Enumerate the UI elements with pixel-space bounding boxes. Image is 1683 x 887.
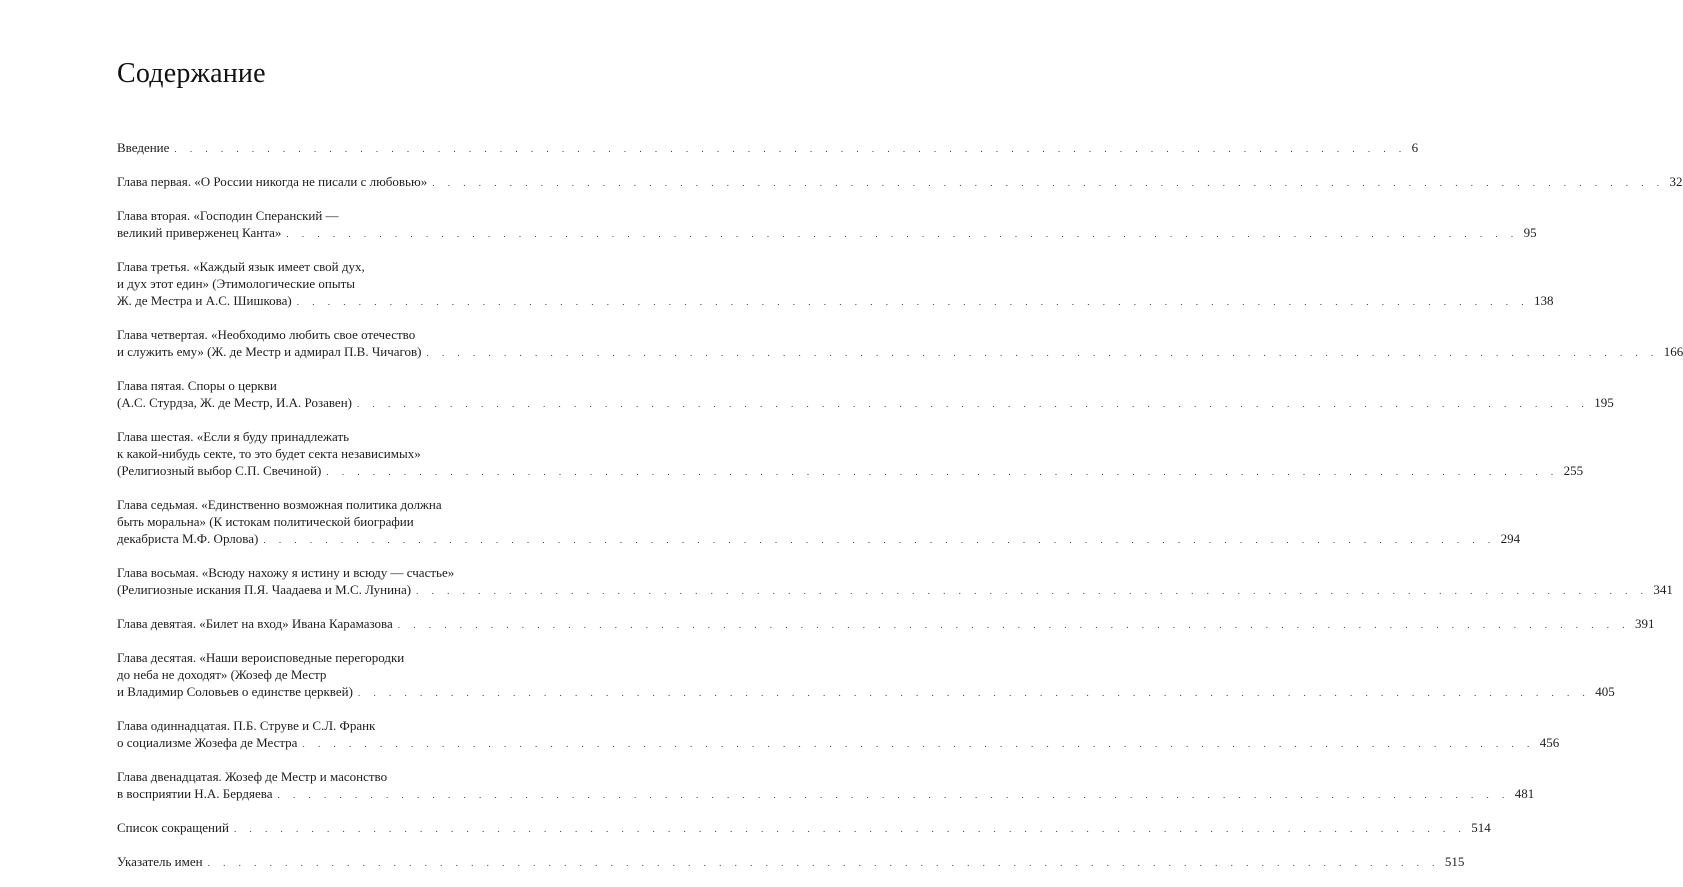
dot-leader: . . . . . . . . . . . . . . . . . . . . . . . . . . . . . . . . . . . . . . . . . . . . . . . . . . . . . . . . . . . . . . . . . . . . . . . . . . . . . . . . (426, 348, 1659, 358)
dot-leader: . . . . . . . . . . . . . . . . . . . . . . . . . . . . . . . . . . . . . . . . . . . . . . . . . . . . . . . . . . . . . . . . . . . . . . . . . . . . . . . . (207, 858, 1440, 868)
dot-leader: . . . . . . . . . . . . . . . . . . . . . . . . . . . . . . . . . . . . . . . . . . . . . . . . . . . . . . . . . . . . . . . . . . . . . . . . . . . . . . . . (263, 535, 1496, 545)
toc-entry-title: (Религиозный выбор С.П. Свечиной) (117, 463, 322, 478)
toc-entry-line: Глава десятая. «Наши вероисповедные перегородки (117, 650, 405, 665)
dot-leader: . . . . . . . . . . . . . . . . . . . . . . . . . . . . . . . . . . . . . . . . . . . . . . . . . . . . . . . . . . . . . . . . . . . . . . . . . . . . . . . . (416, 586, 1649, 596)
toc-entry-last-line (117, 615, 1655, 634)
toc-entry-line: и дух этот един» (Этимологические опыты (117, 276, 355, 291)
toc-entry-line: Глава четвертая. «Необходимо любить свое отечество (117, 327, 416, 342)
toc-entry-line: Глава вторая. «Господин Сперанский — (117, 208, 339, 223)
dot-leader: . . . . . . . . . . . . . . . . . . . . . . . . . . . . . . . . . . . . . . . . . . . . . . . . . . . . . . . . . . . . . . . . . . . . . . . . . . . . . . . . (277, 790, 1510, 800)
dot-leader: . . . . . . . . . . . . . . . . . . . . . . . . . . . . . . . . . . . . . . . . . . . . . . . . . . . . . . . . . . . . . . . . . . . . . . . . . . . . . . . . (326, 467, 1559, 477)
toc-page-number: 515 (1444, 854, 1465, 869)
toc-page-number: 341 (1653, 582, 1673, 597)
toc-entry[interactable] (117, 496, 1521, 549)
toc-entry-title: (А.С. Стурдза, Ж. де Местр, И.А. Розавен) (117, 395, 352, 410)
toc-entry-last-line (117, 139, 1419, 158)
toc-entry[interactable] (117, 768, 1535, 804)
toc-entry[interactable] (117, 139, 1419, 158)
toc-page-number: 294 (1500, 531, 1521, 546)
toc-entry-title: Введение (117, 140, 170, 155)
dot-leader: . . . . . . . . . . . . . . . . . . . . . . . . . . . . . . . . . . . . . . . . . . . . . . . . . . . . . . . . . . . . . . . . . . . . . . . . . . . . . . . . (356, 399, 1590, 409)
toc-page-number: 6 (1411, 140, 1419, 155)
toc-page-number: 95 (1523, 225, 1537, 240)
toc-page-number: 166 (1663, 344, 1683, 359)
toc-entry-title: о социализме Жозефа де Местра (117, 735, 298, 750)
dot-leader: . . . . . . . . . . . . . . . . . . . . . . . . . . . . . . . . . . . . . . . . . . . . . . . . . . . . . . . . . . . . . . . . . . . . . . . . . . . . . . . . (286, 229, 1519, 239)
toc-page-number: 456 (1539, 735, 1560, 750)
dot-leader: . . . . . . . . . . . . . . . . . . . . . . . . . . . . . . . . . . . . . . . . . . . . . . . . . . . . . . . . . . . . . . . . . . . . . . . . . . . . . . . . (397, 620, 1631, 630)
toc-entry-line: Глава третья. «Каждый язык имеет свой дух, (117, 259, 365, 274)
toc-entry-line: Глава седьмая. «Единственно возможная политика должна (117, 497, 442, 512)
toc-entry-title: Список сокращений (117, 820, 229, 835)
toc-entry-line: к какой-нибудь секте, то это будет секта независимых» (117, 446, 421, 461)
toc-entry-title: Ж. де Местра и А.С. Шишкова) (117, 293, 292, 308)
toc-entry-title: декабриста М.Ф. Орлова) (117, 531, 259, 546)
toc-entry-last-line (117, 292, 1554, 311)
toc-page-number: 138 (1533, 293, 1554, 308)
toc-entry-last-line (117, 224, 1537, 243)
toc-entry-line: Глава одиннадцатая. П.Б. Струве и С.Л. Франк (117, 718, 376, 733)
toc-entry-line: Глава двенадцатая. Жозеф де Местр и масонство (117, 769, 388, 784)
toc-entry-title: Глава девятая. «Билет на вход» Ивана Карамазова (117, 616, 393, 631)
toc-entry-last-line (117, 734, 1560, 753)
toc-page-number: 514 (1471, 820, 1491, 835)
toc-entry[interactable] (117, 819, 1491, 838)
dot-leader: . . . . . . . . . . . . . . . . . . . . . . . . . . . . . . . . . . . . . . . . . . . . . . . . . . . . . . . . . . . . . . . . . . . . . . . . . . . . . . . . (296, 297, 1529, 307)
toc-entry-last-line (117, 785, 1535, 804)
toc-page-number: 255 (1563, 463, 1584, 478)
toc-entry[interactable] (117, 615, 1655, 634)
toc-entry-last-line (117, 683, 1615, 702)
toc-entry[interactable] (117, 564, 1673, 600)
toc-entry[interactable] (117, 258, 1554, 311)
toc-entry[interactable] (117, 428, 1584, 481)
toc-entry-line: быть моральна» (К истокам политической биографии (117, 514, 414, 529)
toc-entry-last-line (117, 819, 1491, 838)
toc-entry-title: Указатель имен (117, 854, 203, 869)
toc-entry-last-line (117, 394, 1614, 413)
toc-entry-line: Глава восьмая. «Всюду нахожу я истину и всюду — счастье» (117, 565, 455, 580)
toc-page-number: 405 (1595, 684, 1615, 699)
toc-entry[interactable] (117, 377, 1614, 413)
toc-entry-title: в восприятии Н.А. Бердяева (117, 786, 273, 801)
toc-entry-last-line (117, 581, 1673, 600)
toc-entry-title: Глава первая. «О России никогда не писали с любовью» (117, 174, 428, 189)
dot-leader: . . . . . . . . . . . . . . . . . . . . . . . . . . . . . . . . . . . . . . . . . . . . . . . . . . . . . . . . . . . . . . . . . . . . . . . . . . . . . . . . (357, 688, 1591, 698)
toc-entry[interactable] (117, 326, 1683, 362)
dot-leader: . . . . . . . . . . . . . . . . . . . . . . . . . . . . . . . . . . . . . . . . . . . . . . . . . . . . . . . . . . . . . . . . . . . . . . . . . . . . . . . . (233, 824, 1467, 834)
toc-entry-last-line (117, 343, 1683, 362)
toc-entry-last-line (117, 530, 1521, 549)
toc-entry-line: до неба не доходят» (Жозеф де Местр (117, 667, 327, 682)
toc-page-number: 391 (1635, 616, 1655, 631)
toc-entry-title: великий приверженец Канта» (117, 225, 282, 240)
toc-entry-line: Глава шестая. «Если я буду принадлежать (117, 429, 350, 444)
table-of-contents (117, 139, 1683, 887)
toc-entry-line: Глава пятая. Споры о церкви (117, 378, 277, 393)
toc-entry[interactable] (117, 173, 1683, 192)
toc-entry-last-line (117, 462, 1584, 481)
toc-entry-title: и Владимир Соловьев о единстве церквей) (117, 684, 353, 699)
toc-entry-title: (Религиозные искания П.Я. Чаадаева и М.С. Лунина) (117, 582, 412, 597)
toc-entry[interactable] (117, 649, 1615, 702)
toc-page-number: 481 (1514, 786, 1535, 801)
toc-entry-last-line (117, 853, 1465, 872)
toc-entry[interactable] (117, 717, 1560, 753)
toc-entry[interactable] (117, 853, 1465, 872)
dot-leader: . . . . . . . . . . . . . . . . . . . . . . . . . . . . . . . . . . . . . . . . . . . . . . . . . . . . . . . . . . . . . . . . . . . . . . . . . . . . . . . . (432, 178, 1665, 188)
dot-leader: . . . . . . . . . . . . . . . . . . . . . . . . . . . . . . . . . . . . . . . . . . . . . . . . . . . . . . . . . . . . . . . . . . . . . . . . . . . . . . . . (302, 739, 1535, 749)
toc-page-number: 195 (1594, 395, 1614, 410)
page-title: Содержание (117, 58, 266, 89)
toc-entry-title: и служить ему» (Ж. де Местр и адмирал П.В. Чичагов) (117, 344, 422, 359)
toc-entry-last-line (117, 173, 1683, 192)
toc-entry[interactable] (117, 207, 1537, 243)
dot-leader: . . . . . . . . . . . . . . . . . . . . . . . . . . . . . . . . . . . . . . . . . . . . . . . . . . . . . . . . . . . . . . . . . . . . . . . . . . . . . . . . (174, 144, 1407, 154)
toc-page-number: 32 (1669, 174, 1683, 189)
